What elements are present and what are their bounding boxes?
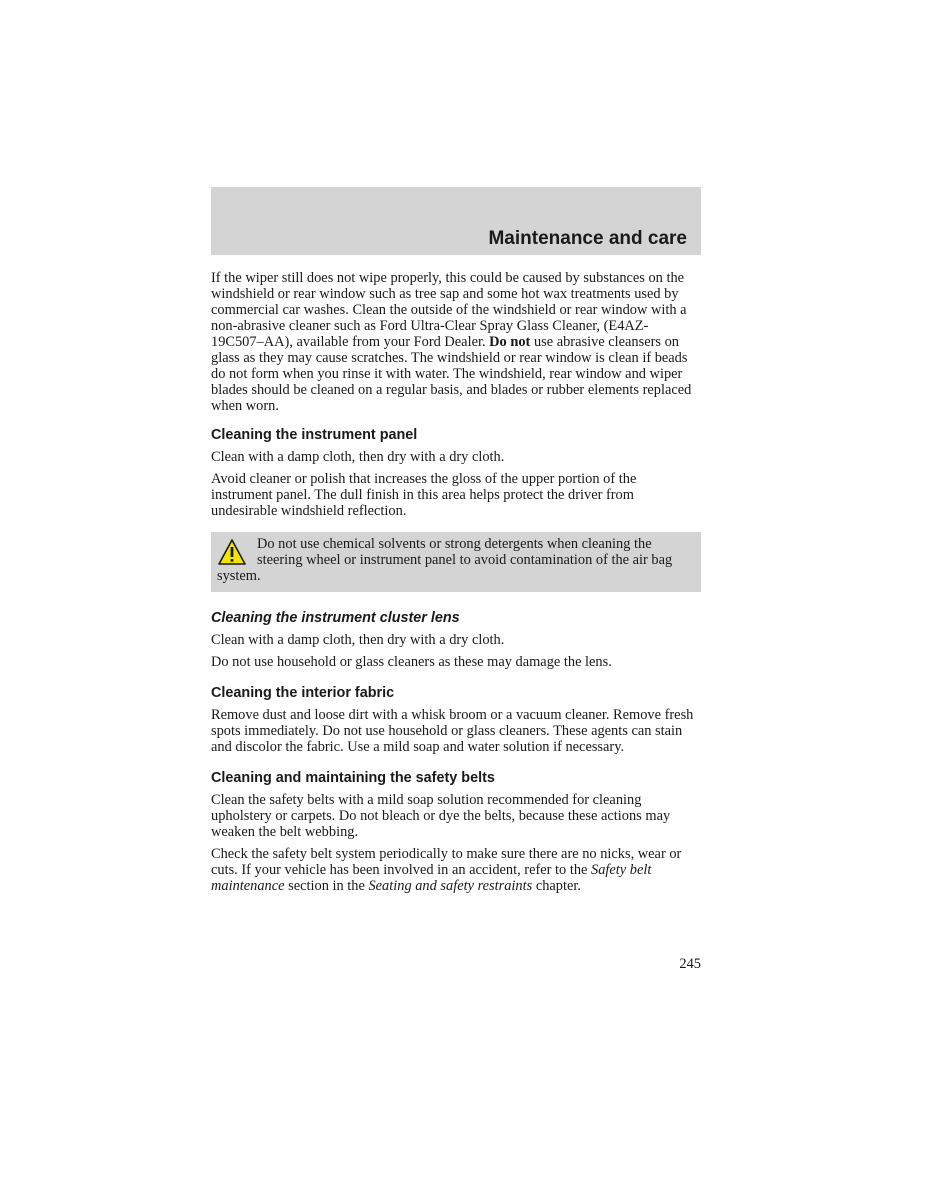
chapter-header-band (211, 187, 701, 255)
safety-belts-text-a: Check the safety belt system periodically to make sure there are no nicks, wear or cuts. If your vehicle has been involved in an accident, refer to the (211, 846, 682, 878)
safety-belts-text-c: chapter. (532, 878, 581, 894)
chapter-title: Maintenance and care (488, 228, 687, 249)
safety-belts-paragraph-1: Clean the safety belts with a mild soap solution recommended for cleaning upholstery or carpets. Do not bleach or dye the belts, because these actions may weaken the belt webbing. (211, 792, 671, 840)
page-content (211, 270, 701, 894)
cluster-lens-heading: Cleaning the instrument cluster lens (211, 610, 460, 626)
seating-safety-restraints-reference: Seating and safety restraints (368, 878, 533, 894)
warning-box (211, 532, 701, 592)
instrument-panel-paragraph-2: Avoid cleaner or polish that increases the gloss of the upper portion of the instrument panel. The dull finish in this area helps protect the driver from undesirable windshield reflection. (211, 471, 637, 519)
instrument-panel-paragraph-1: Clean with a damp cloth, then dry with a dry cloth. (211, 449, 505, 465)
interior-fabric-heading: Cleaning the interior fabric (211, 685, 395, 701)
warning-triangle-icon (217, 538, 247, 566)
intro-text-2: use abrasive cleansers on glass as they may cause scratches. The windshield or rear window is clean if beads do not form when you rinse it with water. The windshield, rear window and wiper blades should be cleaned on a regular basis, and blades or rubber elements replaced when worn. (211, 334, 692, 414)
safety-belts-heading: Cleaning and maintaining the safety belts (211, 770, 495, 786)
instrument-panel-heading: Cleaning the instrument panel (211, 427, 418, 443)
page-number: 245 (679, 956, 701, 972)
safety-belt-maintenance-reference: Safety belt maintenance (211, 862, 652, 894)
cluster-lens-paragraph-1: Clean with a damp cloth, then dry with a dry cloth. (211, 632, 505, 648)
safety-belts-paragraph-2 (211, 846, 701, 894)
safety-belts-text-b: section in the (284, 878, 369, 894)
interior-fabric-paragraph: Remove dust and loose dirt with a whisk broom or a vacuum cleaner. Remove fresh spots immediately. Do not use household or glass cleaners. These agents can stain and discolor the fabric. Use a mild soap and water solution if necessary. (211, 707, 694, 755)
warning-text: Do not use chemical solvents or strong detergents when cleaning the steering wheel or instrument panel to avoid contamination of the air bag system. (217, 536, 673, 584)
intro-paragraph (211, 270, 701, 414)
intro-bold-text: Do not (489, 334, 531, 350)
intro-text-1: If the wiper still does not wipe properly, this could be caused by substances on the windshield or rear window such as tree sap and some hot wax treatments used by commercial car washes. Clean the outside of the windshield or rear window with a non-abrasive cleaner such as Ford Ultra-Clear Spray Glass Cleaner, (E4AZ-19C507–AA), available from your Ford Dealer. (211, 270, 687, 350)
cluster-lens-paragraph-2: Do not use household or glass cleaners as these may damage the lens. (211, 654, 612, 670)
